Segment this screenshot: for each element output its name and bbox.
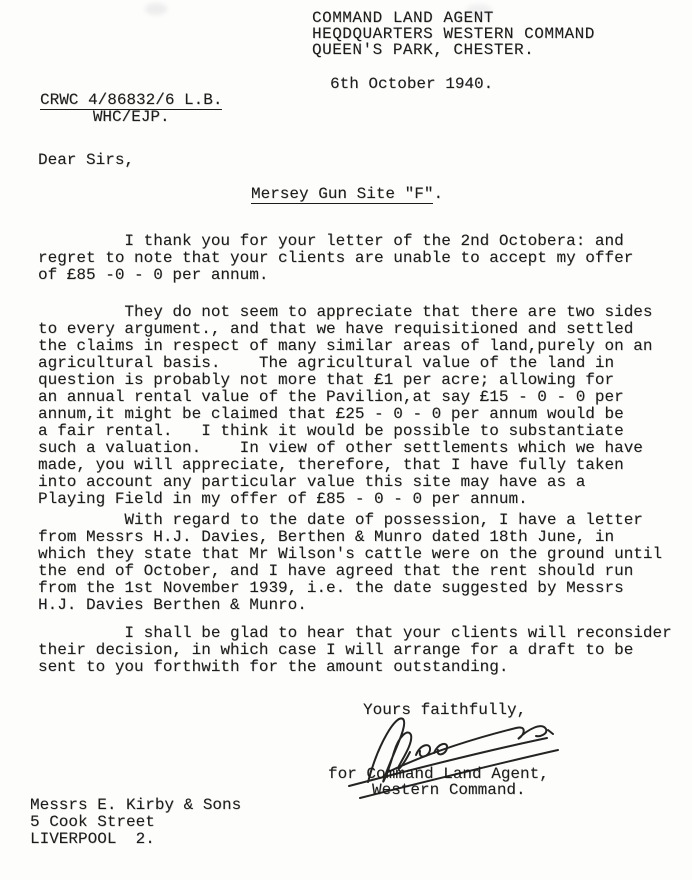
sender-line: QUEEN'S PARK, CHESTER. — [312, 41, 535, 59]
recipient-address-block — [30, 797, 241, 848]
sender-line: COMMAND LAND AGENT — [312, 9, 494, 27]
recipient-line: Messrs E. Kirby & Sons — [30, 796, 242, 814]
recipient-line: 5 Cook Street — [30, 813, 155, 831]
subject-text: Mersey Gun Site "F" — [251, 185, 434, 203]
subject-line — [251, 186, 443, 203]
reference-number: CRWC 4/86832/6 L.B. — [40, 91, 223, 109]
paragraph-2: They do not seem to appreciate that there are two sides to every argument., and that we have requisitioned and settled the claims in respect of many similar areas of land,purely on an agricultural basis. The agricultural value of the land in question is probably not more that £1 per acre; allowing for an annual rental value of the Pavilion,at say £15 - 0 - 0 per annum,it might be claimed that £25 - 0 - 0 per annum would be a fair rental. I think it would be possible to substantiate such a valuation. In view of other settlements which we have made, you will appreciate, therefore, that I have fully taken into account any particular value this site may have as a Playing Field in my offer of £85 - 0 - 0 per annum. — [38, 303, 653, 508]
signature-org: Western Command. — [372, 781, 526, 799]
paragraph-3: With regard to the date of possession, I have a letter from Messrs H.J. Davies, Berthen & Munro dated 18th June, in which they state that Mr Wilson's cattle were on the ground until the end of October, and I have agreed that the rent should run from the 1st November 1939, i.e. the date suggested by Messrs H.J. Davies Berthen & Munro. — [38, 511, 663, 614]
paper-smudge — [145, 3, 167, 15]
signed-for: for Command Land Agent, — [328, 765, 549, 783]
recipient-line: LIVERPOOL 2. — [30, 830, 155, 848]
paragraph-1: I thank you for your letter of the 2nd Octobera: and regret to note that your clients are unable to accept my offer of £85 -0 - 0 per annum. — [38, 232, 634, 284]
reference-initials: WHC/EJP. — [92, 108, 170, 126]
sender-line: HEQDQUARTERS WESTERN COMMAND — [312, 25, 595, 43]
salutation: Dear Sirs, — [38, 151, 135, 169]
paragraph-4: I shall be glad to hear that your clients will reconsider their decision, in which case I will arrange for a draft to be sent to you forthwith for the amount outstanding. — [38, 624, 672, 676]
valediction: Yours faithfully, — [363, 701, 527, 719]
sender-address-block — [312, 10, 595, 58]
subject-period: . — [433, 185, 444, 203]
letter-date: 6th October 1940. — [330, 75, 494, 93]
reference-block — [40, 92, 222, 126]
